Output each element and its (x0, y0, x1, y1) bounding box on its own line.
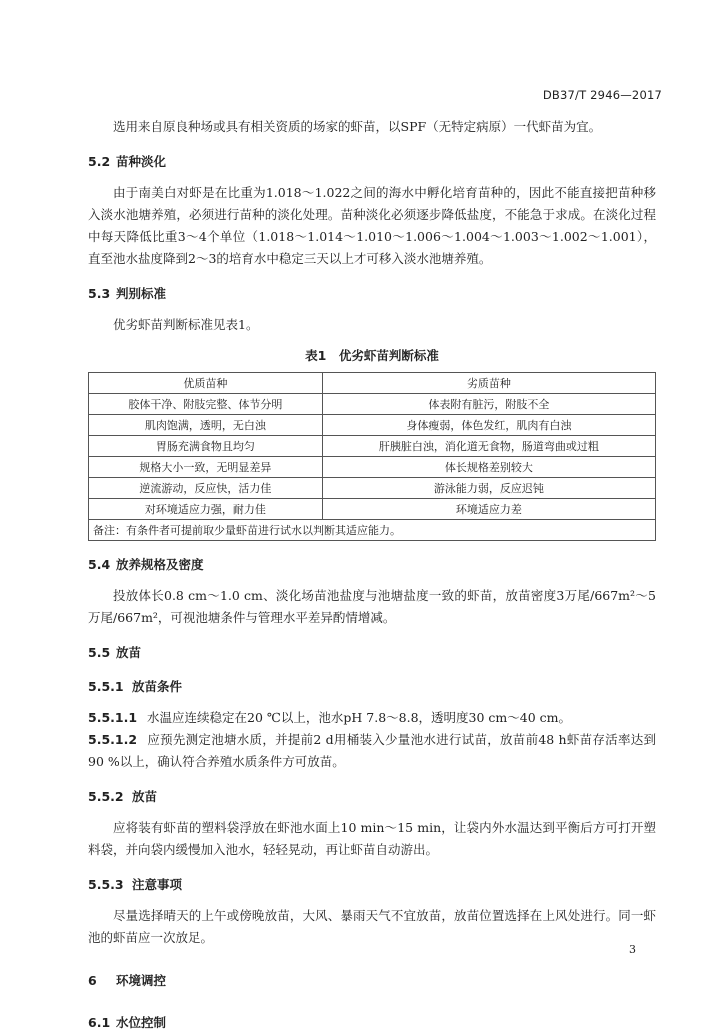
clause-text: 应预先测定池塘水质，并提前2 d用桶装入少量池水进行试苗，放苗前48 h虾苗存活率达到90 %以上，确认符合养殖水质条件方可放苗。 (88, 732, 656, 769)
table-row (89, 436, 656, 457)
table-header-cell: 劣质苗种 (322, 373, 655, 394)
table-cell: 环境适应力差 (322, 499, 655, 520)
table-cell: 肝胰脏白浊，消化道无食物，肠道弯曲或过粗 (322, 436, 655, 457)
section-heading-5-4 (88, 555, 656, 575)
intro-paragraph: 选用来自原良种场或具有相关资质的场家的虾苗，以SPF（无特定病原）一代虾苗为宜。 (113, 119, 602, 134)
section-5-5-3-paragraph: 尽量选择晴天的上午或傍晚放苗，大风、暴雨天气不宜放苗，放苗位置选择在上风处进行。同一虾池的虾苗应一次放足。 (88, 908, 656, 945)
section-number: 5.5 (88, 645, 111, 660)
section-heading-5-5-2 (88, 787, 656, 807)
clause-number: 5.5.1.2 (88, 732, 138, 747)
section-title: 苗种淡化 (116, 154, 167, 169)
clause-number: 5.5.1.1 (88, 710, 138, 725)
section-heading-5-2 (88, 152, 656, 172)
section-number: 5.5.3 (88, 877, 124, 892)
table-row (89, 394, 656, 415)
section-number: 6.1 (88, 1015, 111, 1030)
section-title: 放苗 (132, 789, 158, 804)
table-row (89, 415, 656, 436)
section-5-2-paragraph: 由于南美白对虾是在比重为1.018～1.022之间的海水中孵化培育苗种的，因此不能直接把苗种移入淡水池塘养殖，必须进行苗种的淡化处理。苗种淡化必须逐步降低盐度，不能急于求成。在淡化过程中每天降低比重3～4个单位（1.018～1.014～1.010～1.006～1.004～1.003～1.002～1.001），直至池水盐度降到2～3的培育水中稳定三天以上才可移入淡水池塘养殖。 (88, 185, 656, 266)
shrimp-fry-criteria-table (88, 372, 656, 541)
table-cell: 身体瘦弱，体色发红，肌肉有白浊 (322, 415, 655, 436)
section-5-3-paragraph: 优劣虾苗判断标准见表1。 (113, 317, 259, 332)
section-number: 5.5.2 (88, 789, 124, 804)
section-heading-5-3 (88, 284, 656, 304)
table-cell: 胃肠充满食物且均匀 (89, 436, 323, 457)
table-title: 表1 优劣虾苗判断标准 (305, 348, 439, 363)
table-cell: 逆流游动，反应快，活力佳 (89, 478, 323, 499)
table-cell: 规格大小一致，无明显差异 (89, 457, 323, 478)
section-title: 环境调控 (116, 973, 167, 988)
table-header-cell: 优质苗种 (89, 373, 323, 394)
table-cell: 体长规格差别较大 (322, 457, 655, 478)
table-note: 备注：有条件者可提前取少量虾苗进行试水以判断其适应能力。 (89, 520, 656, 541)
document-code: DB37/T 2946—2017 (542, 88, 662, 102)
section-number: 5.5.1 (88, 679, 124, 694)
section-title: 放苗 (116, 645, 142, 660)
section-heading-5-5-3 (88, 875, 656, 895)
section-heading-6-1 (88, 1013, 656, 1033)
section-number: 5.2 (88, 154, 111, 169)
section-heading-5-5 (88, 643, 656, 663)
section-number: 5.4 (88, 557, 111, 572)
clause-5-5-1-1 (88, 707, 656, 729)
section-number: 6 (88, 973, 97, 988)
section-5-4-paragraph: 投放体长0.8 cm～1.0 cm、淡化场苗池盐度与池塘盐度一致的虾苗，放苗密度3万尾/667m²～5万尾/667m²，可视池塘条件与管理水平差异酌情增减。 (88, 588, 656, 625)
clause-text: 水温应连续稳定在20 ℃以上，池水pH 7.8～8.8，透明度30 cm～40 cm。 (147, 710, 572, 725)
section-title: 注意事项 (132, 877, 183, 892)
clause-5-5-1-2 (88, 729, 656, 773)
table-cell: 胶体干净、附肢完整、体节分明 (89, 394, 323, 415)
table-row (89, 478, 656, 499)
table-header-row (89, 373, 656, 394)
table-note-row (89, 520, 656, 541)
section-title: 水位控制 (116, 1015, 167, 1030)
table-cell: 游泳能力弱，反应迟钝 (322, 478, 655, 499)
table-row (89, 499, 656, 520)
table-row (89, 457, 656, 478)
section-title: 放苗条件 (132, 679, 183, 694)
section-heading-6 (88, 971, 656, 991)
section-5-5-2-paragraph: 应将装有虾苗的塑料袋浮放在虾池水面上10 min～15 min，让袋内外水温达到平衡后方可打开塑料袋，并向袋内缓慢加入池水，轻轻晃动，再让虾苗自动游出。 (88, 820, 656, 857)
section-title: 放养规格及密度 (116, 557, 204, 572)
section-number: 5.3 (88, 286, 111, 301)
table-cell: 体表附有脏污，附肢不全 (322, 394, 655, 415)
table-cell: 肌肉饱满，透明，无白浊 (89, 415, 323, 436)
document-body (88, 116, 656, 1033)
table-cell: 对环境适应力强，耐力佳 (89, 499, 323, 520)
section-title: 判别标准 (116, 286, 167, 301)
section-heading-5-5-1 (88, 677, 656, 697)
page-number: 3 (629, 943, 636, 956)
